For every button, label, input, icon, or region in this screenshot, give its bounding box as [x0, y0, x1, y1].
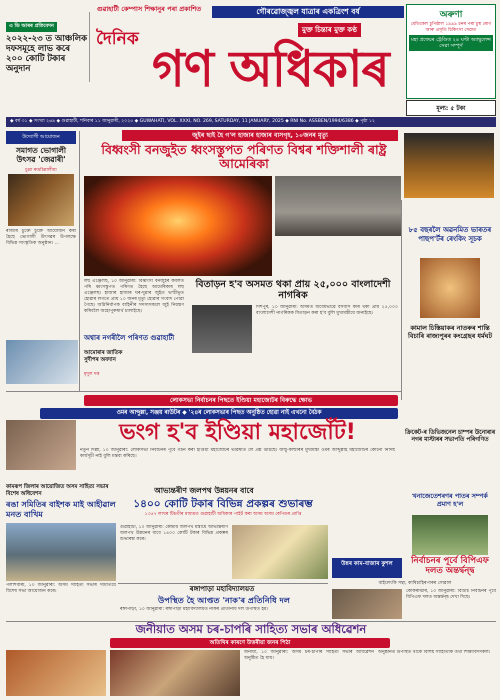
passport-photo — [420, 258, 480, 318]
fire-photo-right — [404, 133, 494, 198]
festival-headline[interactable]: সমাগত ভোগালী উৎসৱ 'জেৱাৰী' — [15, 146, 67, 164]
newspaper-brand[interactable] — [94, 18, 404, 98]
teaser-tag: এ ডি আৰৰ প্ৰতিবেদন — [6, 22, 57, 32]
brand-name: গণ অধিকাৰ — [152, 39, 389, 98]
festival-byline: চুপ্পা ৰুদ্ৰচিন্নালীয়া — [25, 168, 57, 173]
election-photo — [332, 589, 402, 619]
college-body: ৰঙ্গাপাড়া, ১০ জানুৱাৰী: ৰঙ্গাপাড়া মহাবিদ্যালয়ত নাকৰ প্ৰতিনিধি দল উপস্থিত হয়। — [120, 607, 269, 612]
column-rule-right — [401, 200, 402, 400]
sudip-headline[interactable]: আমোৰাৰ জাতিক সুদীপৰ অবদান — [84, 350, 123, 363]
election-kicker: উন্নৰ কাম-বাজাৰ কুশল — [332, 558, 402, 578]
wildfire-street-photo — [275, 176, 401, 236]
bottom-photo-left — [6, 650, 106, 696]
bottom-body: জনীয়া, ১০ জানুৱাৰী: অসম চৰ-চাপৰি সাহিত্য সভাৰ অধিৱেশন অনুষ্ঠিত হৈ যায়। — [244, 650, 374, 661]
deportation-body: দিশপুৰ, ১০ জানুৱাৰী: অসমত অবৈধভাৱে বসবাস কৰি থকা প্ৰায় ২৫,০০০ বাংলাদেশী নাগৰিকক বিতাড়ন কৰা হ'ব বুলি মুখ্যমন্ত্ৰীয়ে জনাইছে। — [256, 305, 398, 316]
bottom-body2: অনুষ্ঠানত উপস্থিত থাকে বিশিষ্ট সাহিত্যিক তথা শিক্ষাবিদসকল। — [378, 650, 491, 655]
section-tag: উদ্যোগী আয়োজন — [6, 131, 76, 144]
hospital-ad[interactable] — [406, 4, 496, 99]
college-kicker: ৰঙ্গাপাড়া মহাবিদ্যালয়ত — [189, 585, 255, 593]
lower-left-kicker[interactable]: কামৰূপ জিলাৰ আয়োজিত অসম সাহিত্য সভাৰ বিশেষ অধিবেশন — [6, 484, 109, 497]
city-photo — [6, 340, 78, 384]
ad-box: মহা প্ৰফেচৰ ট্ৰেণ্ডিত ২৪ ঘণ্টা অ্যাম্বুলেন্স সেৱা সম্পূৰ্ণ — [409, 35, 493, 51]
lower-left-headline[interactable]: ৰঙা সমিতিৰ বাইশক মাই আহীৱাল মনত বাখিম — [6, 500, 116, 519]
politics-kicker2: ওমৰ আব্দুল্লা, সঞ্জয় ৰাউটৰ ◆ '২৪ৰ লোকসভাৰ পিছত অনুষ্ঠিত হোৱা নাই এখনো বৈঠক — [40, 408, 398, 419]
infra-headline[interactable]: ১৪০০ কোটি টকাৰ বিভিন্ন প্ৰকল্পৰ শুভাৰম্ভ — [133, 498, 313, 510]
bottom-ribbon: অতিথিৰ কাৰণে উত্তৰীয়া জনৰ পিঠা — [110, 638, 390, 648]
lower-left-photo — [6, 523, 116, 581]
infra-photo — [232, 525, 328, 579]
congress-headline[interactable]: কামাল চিস্তিয়াকৰ নাতৰুৰ শান্তি বিচাৰি ৰাজ্যপুৰৰ কংগ্ৰেছৰ ধৰ্মঘট — [408, 324, 492, 340]
cricket-headline[interactable]: ক্ৰিকেট-ৰ ডিভিজনেল চাম্পৰ উনোৰাৰ নগৰ মাস্টাৰৰ সভাপতি পৰিগণিত — [405, 430, 495, 443]
sudip-byline: মৃদুল দত্ত — [84, 372, 100, 377]
passport-headline[interactable]: ৮৫ বছৰলৈ অৱনমিত ভাৰতৰ পাছপ'ৰ্টৰ ৰেংকিং সূচক — [408, 226, 492, 243]
right-lower-photo — [412, 515, 488, 555]
bottom-headline[interactable]: জনীয়াত অসম চৰ-চাপৰি সাহিত্য সভাৰ অধিৱেশন — [135, 622, 367, 636]
top-left-line: গুৱাহাটী কেম্পাস শিক্ষানুৰ পৰা প্ৰকাশিত — [96, 5, 202, 13]
ad-subtitle: মেডিকেল চুপিষ্ঠাল ১৯৯৯ চনৰ পৰা চুস্থ ৰোগ আৰু প্ৰসূতি চিকিৎসা সেৱাত — [410, 22, 492, 33]
brand-slogan: মুক্ত চিন্তাৰ মুক্ত কণ্ঠ — [298, 23, 361, 37]
election-body: কোকৰাঝাৰ, ১০ জানুৱাৰী: বিটিচি নিৰ্বাচনৰ পূৰ্বে বিপিএফ দলত অন্তৰ্দ্বন্দ্ব দেখা দিছে। — [406, 589, 496, 600]
politics-headline[interactable]: ভংগ হ'ব ইণ্ডিয়া মহাজোঁট! — [119, 420, 356, 445]
deportation-photo — [192, 305, 252, 353]
festival-photo — [8, 174, 74, 226]
wildfire-photo — [84, 176, 272, 276]
politics-kicker: লোকসভা নিৰ্বাচনৰ পিছতে ইণ্ডিয়া মহাজোটৰ বিৰুদ্ধে ক্ষোভ — [84, 395, 398, 406]
festival-body: ৰাজ্যৰ চুক্তে চুক্তে আয়োজন কৰা হৈছে ভোগালী উৎসৱৰ উপলক্ষে বিভিন্ন সাংস্কৃতিক অনুষ্ঠান। ... — [6, 229, 76, 246]
election-sub: বাইলেংকি সন্থা, কাষিচাহিৰপাৰৰ সোৱাল — [378, 581, 452, 586]
bottom-photo-mid — [110, 650, 240, 696]
top-ribbon: গৌৰৱোজ্জ্বল যাত্ৰাৰ একত্ৰিংশ বৰ্ষ — [212, 6, 404, 18]
lead-headline[interactable]: বিধ্বংসী বনজুইত ধ্বংসস্তুপত পৰিণত বিশ্বৰ শক্তিশালী ৰাষ্ট্ৰ আমেৰিকা — [101, 142, 387, 171]
politics-photo-left — [6, 420, 76, 470]
deportation-headline[interactable]: বিতাড়ন হ'ব অসমত থকা প্ৰায় ২৫,০০০ বাংলাদেশী নাগৰিক — [195, 279, 391, 301]
masthead-left-teaser[interactable] — [6, 12, 90, 82]
dateline: ◆ বৰ্ষ ৩১ ◆ সংখ্যা ২৬৯ ◆ গুৱাহাটী, শনিবাৰ ১১ জানুৱাৰী, ২০২৫ ◆ GUWAHATI, VOL. XXXI, NO. 269, SATURDAY, 11 JANUARY, 2025 ◆ RNI No. ASSBEN/1994/6386 ◆ পৃষ্ঠা ১২ — [6, 117, 496, 127]
politics-body: নতুন দিল্লী, ১০ জানুৱাৰী: লোকসভা নিৰ্বাচনৰ পূৰ্বে গঠন কৰা ইণ্ডিয়া মহাজোটৰ ভৱিষ্যত লৈ প্ৰশ্ন উঠিছে। জম্মু-কাশ্মীৰৰ মুখ্যমন্ত্ৰী ওমৰ আব্দুল্লাই মহাজোটৰ কোনো নিৰ্দিষ্ট কাৰ্যসূচী নাই বুলি মন্তব্য কৰিছে। — [80, 448, 395, 459]
brand-daily: দৈনিক — [96, 29, 139, 49]
lower-left-body: পলাশবাৰী, ১০ জানুৱাৰী: অসম সাহিত্য সভাৰ সমিতিয়ে বিশেষ সভা আয়োজন কৰে। — [6, 583, 116, 594]
infra-kicker: আভ্যন্তৰীণ জলপথ উন্নয়নৰ বাবে — [154, 486, 254, 495]
guwahati-headline[interactable]: অশ্বাৰ নগৰীলৈ পৰিণত গুৱাহাটী — [84, 334, 175, 342]
price-box: মূল্য: ৫ টকা — [406, 100, 496, 116]
ad-title: অৰুণা — [439, 10, 463, 20]
infra-body: গুৱাহাটী, ১০ জানুৱাৰী: কেন্দ্ৰীয় জলপথ মন্ত্ৰীয়ে আভ্যন্তৰীণ জলপথ উন্নয়নৰ বাবে ১৪০০ কোটি টকাৰ বিভিন্ন প্ৰকল্পৰ শুভাৰম্ভ কৰে। — [120, 525, 228, 542]
lead-body: লছ এঞ্জেলছ, ১০ জানুৱাৰী: বিধ্বংসী বনজুইৰ কবলত পৰি ধ্বংসস্তুপত পৰিণত হৈছে আমেৰিকাৰ লছ এঞ্জেলছ। হাজাৰ হাজাৰ ঘৰ-দুৱাৰ জুইত ভস্মীভূত হোৱাৰ লগতে প্ৰায় ১০ জনৰ মৃত্যু হোৱাৰ সংবাদ পোৱা গৈছে। অগ্নিনিৰ্বাপক বাহিনীৰ সদস্যসকলে জুই নিয়ন্ত্ৰণ কৰিবলৈ অহোপুৰুষাৰ্থ চালাইছে। — [84, 279, 184, 314]
section-rule — [6, 391, 401, 392]
college-headline[interactable]: উপস্থিত হৈ আপ্তত 'নাক'ৰ প্ৰতিনিধি দল — [158, 595, 290, 605]
right-lower-headline[interactable]: খনাজেতেশৰণৰ পাতৰ সম্পৰ্ক প্ৰমাণ হ'ল — [412, 492, 488, 508]
infra-sub: ১৩৫৭ লাখৰ টিচতীৰ মাধ্যমত গুৱাহাটী অধিকাৰ পাইট কৰা অসম অসম ৰেপিডৰ প্ৰাপ্তি — [144, 512, 302, 517]
college-rule — [118, 583, 328, 584]
column-rule — [79, 131, 80, 391]
election-headline[interactable]: নিৰ্বাচনৰ পূৰ্বে বিপিএফ দলত অন্তৰ্দ্বন্দ্ব — [411, 556, 489, 576]
teaser-headline: ২০২২-২৩ ত আঞ্চলিক দফসমূহে লাভ কৰে ২০০ কোটি টকাৰ অনুদান — [6, 34, 88, 74]
lead-kicker: জুইৰ ছাই হৈ গ'ল হাজাৰ হাজাৰ বাসগৃহ, ১০জনৰ মৃত্যু — [122, 130, 398, 141]
